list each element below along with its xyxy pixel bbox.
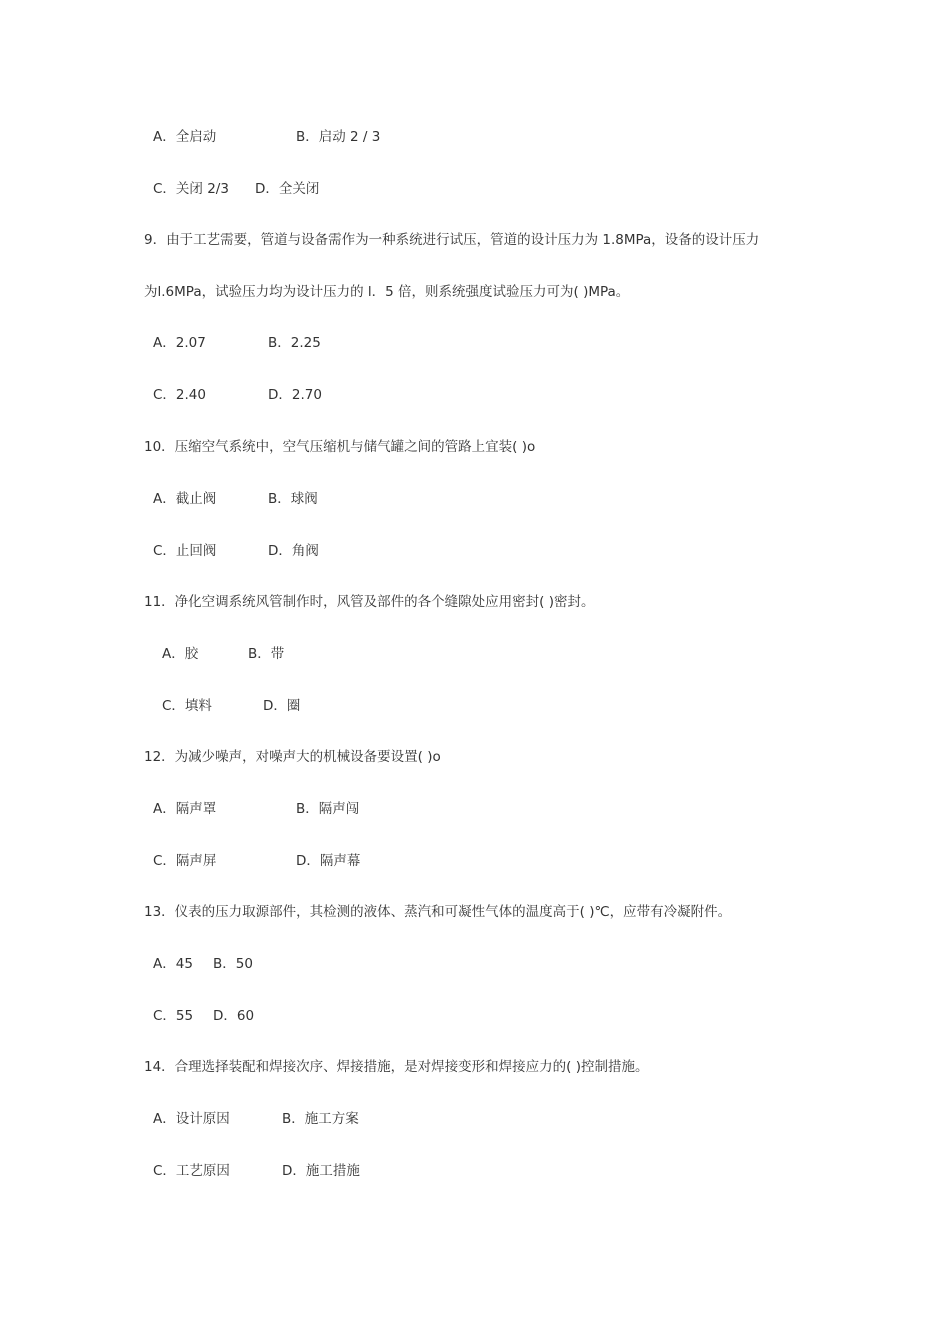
option-9a: A．2.07 <box>153 335 206 351</box>
option-10d: D．角阀 <box>268 543 319 559</box>
option-11c: C．填料 <box>162 698 212 714</box>
option-10a: A．截止阀 <box>153 491 217 507</box>
question-9-line-2: 为l.6MPa，试验压力均为设计压力的 l．5 倍，则系统强度试验压力可为( )MPa。 <box>144 284 630 300</box>
question-13: 13．仪表的压力取源部件，其检测的液体、蒸汽和可凝性气体的温度高于( )℃，应带有冷凝附件。 <box>144 904 732 920</box>
option-8b: B．启动 2 / 3 <box>296 129 381 145</box>
option-14a: A．设计原因 <box>153 1111 230 1127</box>
option-9c: C．2.40 <box>153 387 206 403</box>
option-13b: B．50 <box>213 956 253 972</box>
option-13a: A．45 <box>153 956 193 972</box>
option-12b: B．隔声闯 <box>296 801 360 817</box>
option-11a: A．胶 <box>162 646 199 662</box>
option-12c: C．隔声屏 <box>153 853 217 869</box>
option-8c: C．关闭 2/3 <box>153 181 229 197</box>
question-12: 12．为减少噪声，对噪声大的机械设备要设置( )o <box>144 749 441 765</box>
option-9b: B．2.25 <box>268 335 321 351</box>
option-12a: A．隔声罩 <box>153 801 217 817</box>
option-10c: C．止回阀 <box>153 543 217 559</box>
option-8a: A．全启动 <box>153 129 217 145</box>
option-14c: C．工艺原因 <box>153 1163 230 1179</box>
option-13d: D．60 <box>213 1008 255 1024</box>
option-8d: D．全关闭 <box>255 181 320 197</box>
option-12d: D．隔声幕 <box>296 853 361 869</box>
option-14d: D．施工措施 <box>282 1163 360 1179</box>
option-9d: D．2.70 <box>268 387 322 403</box>
option-11b: B．带 <box>248 646 285 662</box>
option-10b: B．球阀 <box>268 491 318 507</box>
question-10: 10．压缩空气系统中，空气压缩机与储气罐之间的管路上宜装( )o <box>144 439 536 455</box>
question-9-line-1: 9．由于工艺需要，管道与设备需作为一种系统进行试压，管道的设计压力为 1.8MPa，设备的设计压力 <box>144 232 760 248</box>
question-14: 14．合理选择装配和焊接次序、焊接措施，是对焊接变形和焊接应力的( )控制措施。 <box>144 1059 649 1075</box>
option-13c: C．55 <box>153 1008 194 1024</box>
question-11: 11．净化空调系统风管制作时，风管及部件的各个缝隙处应用密封( )密封。 <box>144 594 595 610</box>
option-11d: D．圈 <box>263 698 301 714</box>
option-14b: B．施工方案 <box>282 1111 359 1127</box>
